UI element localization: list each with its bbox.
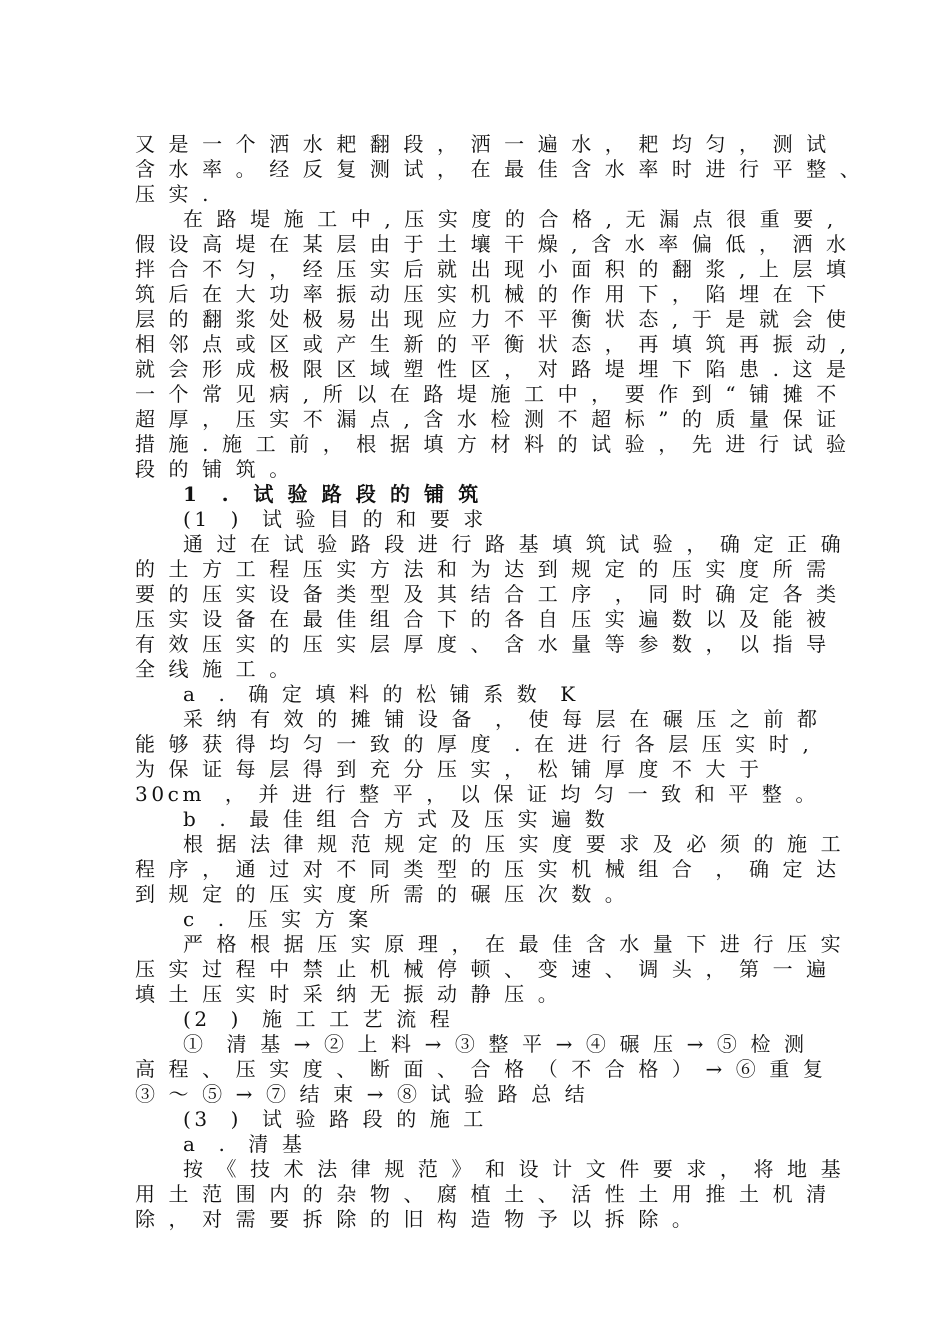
paragraph-first-line: 根 据 法 律 规 范 规 定 的 压 实 度 要 求 及 必 须 的 施 工 xyxy=(183,832,845,856)
text-line: 压 实 过 程 中 禁 止 机 械 停 顿 、 变 速 、 调 头 ， 第 一 遍 xyxy=(135,957,830,981)
text-line: 除 ， 对 需 要 拆 除 的 旧 构 造 物 予 以 拆 除 。 xyxy=(135,1207,696,1231)
text-line: 能 够 获 得 均 匀 一 致 的 厚 度 . 在 进 行 各 层 压 实 时 , xyxy=(135,732,813,756)
text-line: 含 水 率 。 经 反 复 测 试 ， 在 最 佳 含 水 率 时 进 行 平 整 、 xyxy=(135,157,864,181)
item-heading: b . 最 佳 组 合 方 式 及 压 实 遍 数 xyxy=(183,807,609,831)
text-line: 超 厚 ， 压 实 不 漏 点 , 含 水 检 测 不 超 标 ” 的 质 量 保 证 xyxy=(135,407,840,431)
item-heading: a . 确 定 填 料 的 松 铺 系 数 K xyxy=(183,682,579,706)
item-heading: a . 清 基 xyxy=(183,1132,306,1156)
text-line: 程 序 ， 通 过 对 不 同 类 型 的 压 实 机 械 组 合 ， 确 定 达 xyxy=(135,857,840,881)
text-line: 要 的 压 实 设 备 类 型 及 其 结 合 工 序 ， 同 时 确 定 各 类 xyxy=(135,582,840,606)
text-line: 层 的 翻 浆 处 极 易 出 现 应 力 不 平 衡 状 态 , 于 是 就 会 使 xyxy=(135,307,850,331)
subsection-heading: (1 ) 试 验 目 的 和 要 求 xyxy=(183,507,487,531)
text-line: 用 土 范 围 内 的 杂 物 、 腐 植 土 、 活 性 土 用 推 土 机 清 xyxy=(135,1182,830,1206)
paragraph-first-line: 严 格 根 据 压 实 原 理 ， 在 最 佳 含 水 量 下 进 行 压 实 xyxy=(183,932,845,956)
text-line: 30cm ， 并 进 行 整 平 ， 以 保 证 均 匀 一 致 和 平 整 。 xyxy=(135,782,820,806)
text-line: 段 的 铺 筑 。 xyxy=(135,457,293,481)
text-line: 压 实 设 备 在 最 佳 组 合 下 的 各 自 压 实 遍 数 以 及 能 被 xyxy=(135,607,830,631)
paragraph-first-line: 采 纳 有 效 的 摊 铺 设 备 ， 使 每 层 在 碾 压 之 前 都 xyxy=(183,707,821,731)
text-line: 措 施 . 施 工 前 ， 根 据 填 方 材 料 的 试 验 ， 先 进 行 试 验 xyxy=(135,432,850,456)
text-line: 为 保 证 每 层 得 到 充 分 压 实 ， 松 铺 厚 度 不 大 于 xyxy=(135,757,763,781)
paragraph-first-line: 按 《 技 术 法 律 规 范 》 和 设 计 文 件 要 求 ， 将 地 基 xyxy=(183,1157,845,1181)
text-line: 又 是 一 个 洒 水 耙 翻 段 ， 洒 一 遍 水 ， 耙 均 匀 ， 测 试 xyxy=(135,132,830,156)
text-line: 到 规 定 的 压 实 度 所 需 的 碾 压 次 数 。 xyxy=(135,882,629,906)
item-heading: c . 压 实 方 案 xyxy=(183,907,372,931)
text-line: 筑 后 在 大 功 率 振 动 压 实 机 械 的 作 用 下 ， 陷 埋 在 下 xyxy=(135,282,830,306)
text-line: 全 线 施 工 。 xyxy=(135,657,293,681)
text-line: 的 土 方 工 程 压 实 方 法 和 为 达 到 规 定 的 压 实 度 所 需 xyxy=(135,557,830,581)
text-line: ③ ～ ⑤ → ⑦ 结 束 → ⑧ 试 验 路 总 结 xyxy=(135,1082,589,1106)
text-line: 相 邻 点 或 区 或 产 生 新 的 平 衡 状 态 ， 再 填 筑 再 振 动 , xyxy=(135,332,850,356)
text-line: 填 土 压 实 时 采 纳 无 振 动 静 压 。 xyxy=(135,982,562,1006)
text-line: 就 会 形 成 极 限 区 域 塑 性 区 ， 对 路 堤 埋 下 陷 患 . 这 是 xyxy=(135,357,850,381)
section-heading: 1 . 试 验 路 段 的 铺 筑 xyxy=(183,482,482,506)
subsection-heading: (3 ) 试 验 路 段 的 施 工 xyxy=(183,1107,487,1131)
paragraph-first-line: ① 清 基 → ② 上 料 → ③ 整 平 → ④ 碾 压 → ⑤ 检 测 xyxy=(183,1032,808,1056)
subsection-heading: (2 ) 施 工 工 艺 流 程 xyxy=(183,1007,454,1031)
paragraph-first-line: 在 路 堤 施 工 中 , 压 实 度 的 合 格 , 无 漏 点 很 重 要 , xyxy=(183,207,837,231)
text-line: 压 实 . xyxy=(135,182,213,206)
text-line: 一 个 常 见 病 , 所 以 在 路 堤 施 工 中 ， 要 作 到 “ 铺 摊 不 xyxy=(135,382,840,406)
text-line: 假 设 高 堤 在 某 层 由 于 土 壤 干 燥 , 含 水 率 偏 低 ， 洒 水 xyxy=(135,232,850,256)
text-line: 高 程 、 压 实 度 、 断 面 、 合 格 （ 不 合 格 ） → ⑥ 重 复 xyxy=(135,1057,827,1081)
text-line: 拌 合 不 匀 ， 经 压 实 后 就 出 现 小 面 积 的 翻 浆 , 上 层 填 xyxy=(135,257,850,281)
paragraph-first-line: 通 过 在 试 验 路 段 进 行 路 基 填 筑 试 验 ， 确 定 正 确 xyxy=(183,532,845,556)
text-line: 有 效 压 实 的 压 实 层 厚 度 、 含 水 量 等 参 数 ， 以 指 导 xyxy=(135,632,830,656)
